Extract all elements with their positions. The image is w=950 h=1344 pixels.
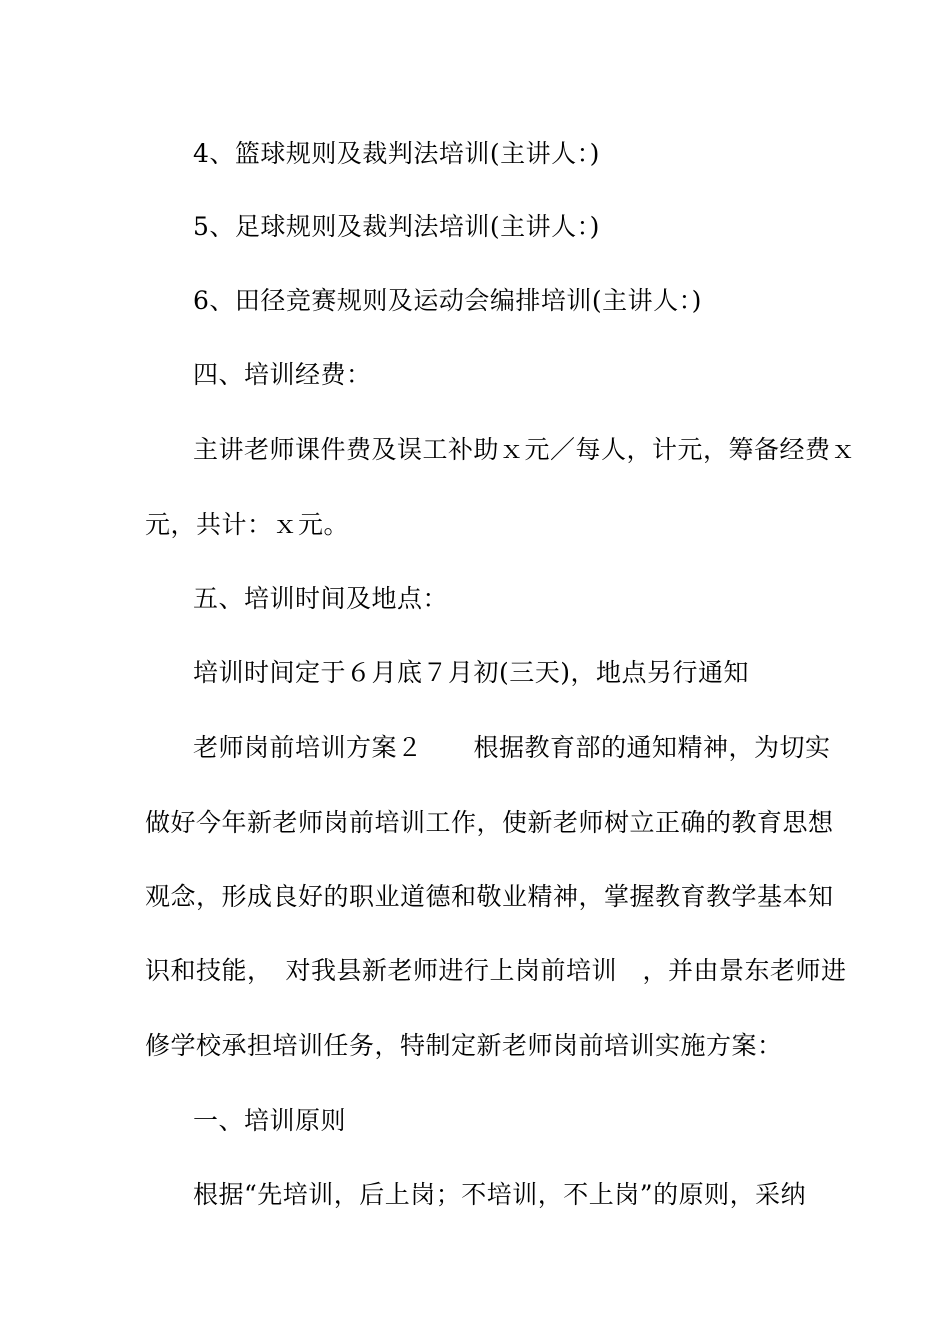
text-line: 根据“先培训，后上岗；不培训，不上岗”的原则，采纳 xyxy=(193,1180,807,1209)
text-line: 观念，形成良好的职业道德和敬业精神，掌握教育教学基本知 xyxy=(145,882,834,911)
section-heading: 一、培训原则 xyxy=(193,1106,347,1135)
text-line: 识和技能， 对我县新老师进行上岗前培训 ，并由景东老师进 xyxy=(145,956,847,985)
section-heading: 五、培训时间及地点： xyxy=(193,584,449,613)
text-line: 老师岗前培训方案２ 根据教育部的通知精神，为切实 xyxy=(193,733,831,762)
text-line: 5、足球规则及裁判法培训(主讲人：) xyxy=(193,212,600,241)
text-line: 4、篮球规则及裁判法培训(主讲人：) xyxy=(193,139,600,168)
text-line: 培训时间定于６月底７月初(三天)，地点另行通知 xyxy=(193,658,750,687)
text-line: 元，共计：ｘ元。 xyxy=(145,510,350,539)
text-line: 主讲老师课件费及误工补助ｘ元／每人，计元，筹备经费ｘ xyxy=(193,435,857,464)
section-heading: 四、培训经费： xyxy=(193,360,372,389)
text-line: 做好今年新老师岗前培训工作，使新老师树立正确的教育思想 xyxy=(145,808,834,837)
text-line: 6、田径竞赛规则及运动会编排培训(主讲人：) xyxy=(193,286,702,315)
text-line: 修学校承担培训任务，特制定新老师岗前培训实施方案： xyxy=(145,1031,783,1060)
